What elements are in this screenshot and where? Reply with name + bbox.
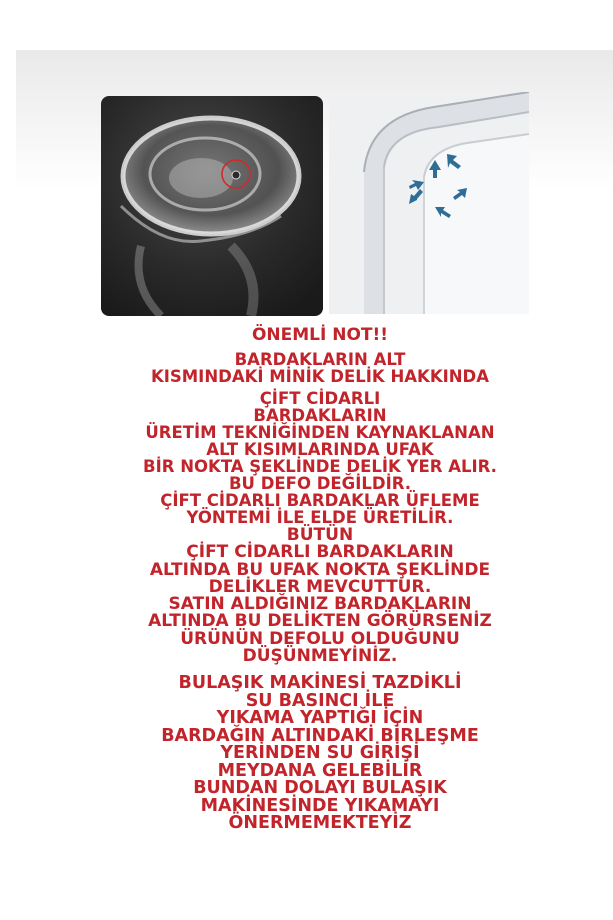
text-line: DELİKLER MEVCUTTUR. bbox=[208, 576, 432, 597]
text-line: ÇİFT CİDARLI bbox=[259, 389, 381, 408]
text-line: BÜTÜN bbox=[286, 525, 354, 545]
text-line: ALTINDA BU DELİKTEN GÖRÜRSENİZ bbox=[148, 611, 492, 632]
text-line: ÖNERMEMEKTEYİZ bbox=[228, 813, 412, 833]
text-line: BUNDAN DOLAYI BULAŞIK bbox=[193, 778, 447, 798]
text-line: SU BASINCI İLE bbox=[245, 690, 395, 711]
text-line: KISMINDAKİ MİNİK DELİK HAKKINDA bbox=[150, 367, 490, 386]
text-line: YÖNTEMİ İLE ELDE ÜRETİLİR. bbox=[186, 508, 454, 527]
text-line: MAKİNESİNDE YIKAMAYI bbox=[200, 795, 440, 816]
text-line: ÜRÜNÜN DEFOLU OLDUĞUNU bbox=[180, 628, 460, 649]
paragraph-hole-explanation bbox=[40, 351, 600, 526]
paragraph-dishwasher-warning bbox=[40, 675, 600, 833]
text-line: BARDAĞIN ALTINDAKİ BİRLEŞME bbox=[161, 725, 479, 746]
text-line: BU DEFO DEĞİLDİR. bbox=[228, 474, 411, 493]
text-line: ÇİFT CİDARLI BARDAKLARIN bbox=[186, 542, 454, 563]
paragraph-all-glasses bbox=[40, 527, 600, 665]
text-line: BULAŞIK MAKİNESİ TAZDİKLİ bbox=[178, 673, 462, 693]
text-line: MEYDANA GELEBİLİR bbox=[217, 760, 423, 781]
text-line: ALTINDA BU UFAK NOKTA ŞEKLİNDE bbox=[149, 559, 491, 580]
text-line: YIKAMA YAPTIĞI İÇİN bbox=[216, 708, 424, 728]
text-line: ALT KISIMLARINDA UFAK bbox=[206, 440, 434, 459]
text-line: ÇİFT CİDARLI BARDAKLAR ÜFLEME bbox=[160, 491, 480, 510]
double-wall-illustration bbox=[329, 92, 529, 314]
text-line: BİR NOKTA ŞEKLİNDE DELİK YER ALIR. bbox=[143, 457, 497, 476]
important-note-title: ÖNEMLİ NOT!! bbox=[251, 325, 389, 345]
text-line: YERİNDEN SU GİRİŞİ bbox=[220, 743, 420, 763]
text-line: BARDAKLARIN bbox=[253, 406, 387, 425]
text-line: ÜRETİM TEKNİĞİNDEN KAYNAKLANAN bbox=[145, 423, 495, 442]
text-line: DÜŞÜNMEYİNİZ. bbox=[242, 646, 398, 667]
glass-bottom-photo bbox=[101, 96, 323, 316]
text-line: SATIN ALDIĞINIZ BARDAKLARIN bbox=[168, 594, 472, 615]
text-line: BARDAKLARIN ALT bbox=[234, 350, 406, 369]
